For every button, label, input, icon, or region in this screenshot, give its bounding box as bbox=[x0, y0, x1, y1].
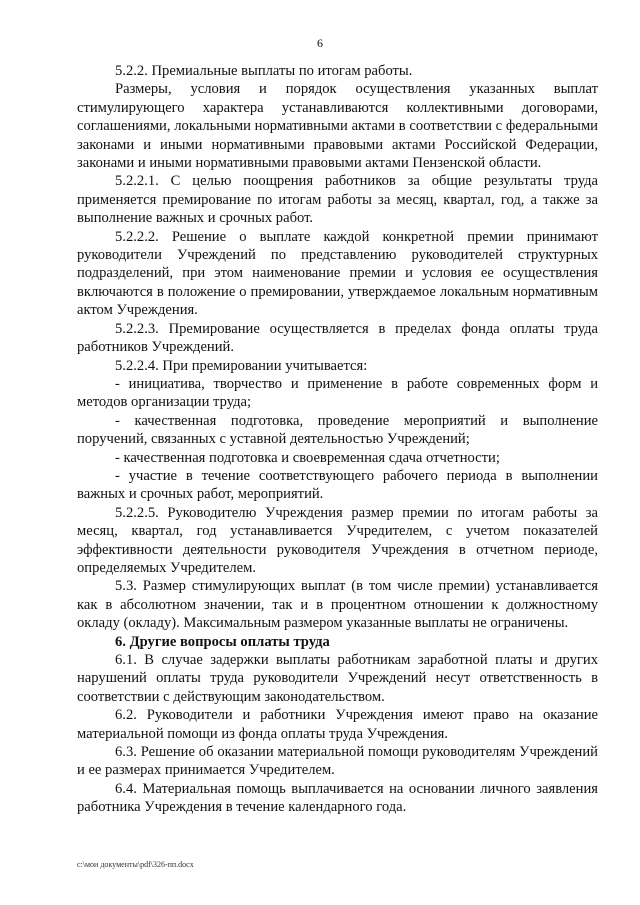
paragraph: Размеры, условия и порядок осуществления указанных выплат стимулирующего характера устанавливаются коллективными договорами, соглашениями, локальными нормативными актами в соответствии с федеральными законами и иными нормативными правовыми актами Российской Федерации, законами и иными нормативными правовыми актами Пензенской области. bbox=[77, 81, 598, 172]
section-heading: 6. Другие вопросы оплаты труда bbox=[115, 633, 330, 650]
list-item: - качественная подготовка, проведение мероприятий и выполнение поручений, связанных с уставной деятельностью Учреждений; bbox=[77, 412, 598, 448]
paragraph: 5.2.2.1. С целью поощрения работников за общие результаты труда применяется премирование по итогам работы за месяц, квартал, год, а также за выполнение важных и срочных работ. bbox=[77, 173, 598, 227]
paragraph: 6.2. Руководители и работники Учреждения имеют право на оказание материальной помощи из фонда оплаты труда Учреждения. bbox=[77, 707, 598, 742]
paragraph: 5.2.2.5. Руководителю Учреждения размер премии по итогам работы за месяц, квартал, год устанавливается Учредителем, с учетом показателей эффективности деятельности руководителя Учреждения в отчетном периоде, определяемых Учредителем. bbox=[77, 504, 598, 576]
paragraph: 6.3. Решение об оказании материальной помощи руководителям Учреждений и ее размерах принимается Учредителем. bbox=[77, 744, 598, 779]
paragraph: 5.2.2.4. При премировании учитывается: bbox=[115, 357, 368, 374]
list-item: - качественная подготовка и своевременная сдача отчетности; bbox=[115, 449, 500, 466]
page-number: 6 bbox=[317, 36, 323, 50]
document-body bbox=[77, 62, 598, 817]
footer-file-path: c:\мои документы\pdf\326-пп.docx bbox=[77, 860, 194, 869]
paragraph: 6.4. Материальная помощь выплачивается на основании личного заявления работника Учреждения в течение календарного года. bbox=[77, 780, 598, 816]
paragraph: 5.2.2.3. Премирование осуществляется в пределах фонда оплаты труда работников Учреждений. bbox=[77, 320, 598, 356]
paragraph: 5.3. Размер стимулирующих выплат (в том числе премии) устанавливается как в абсолютном значении, так и в процентном отношении к должностному окладу (окладу). Максимальным размером указанные выплаты не ограничены. bbox=[77, 578, 598, 632]
list-item: - участие в течение соответствующего рабочего периода в выполнении важных и срочных работ, мероприятий. bbox=[77, 467, 598, 503]
paragraph: 6.1. В случае задержки выплаты работникам заработной платы и других нарушений оплаты труда руководители Учреждений несут ответственность в соответствии с действующим законодательством. bbox=[77, 652, 598, 705]
list-item: - инициатива, творчество и применение в работе современных форм и методов организации труда; bbox=[77, 375, 598, 411]
paragraph: 5.2.2.2. Решение о выплате каждой конкретной премии принимают руководители Учреждений по представлению руководителей структурных подразделений, при этом наименование премии и условия ее осуществления включаются в положение о премировании, утверждаемое локальным нормативным актом Учреждения. bbox=[77, 228, 598, 319]
paragraph: 5.2.2. Премиальные выплаты по итогам работы. bbox=[115, 63, 413, 79]
